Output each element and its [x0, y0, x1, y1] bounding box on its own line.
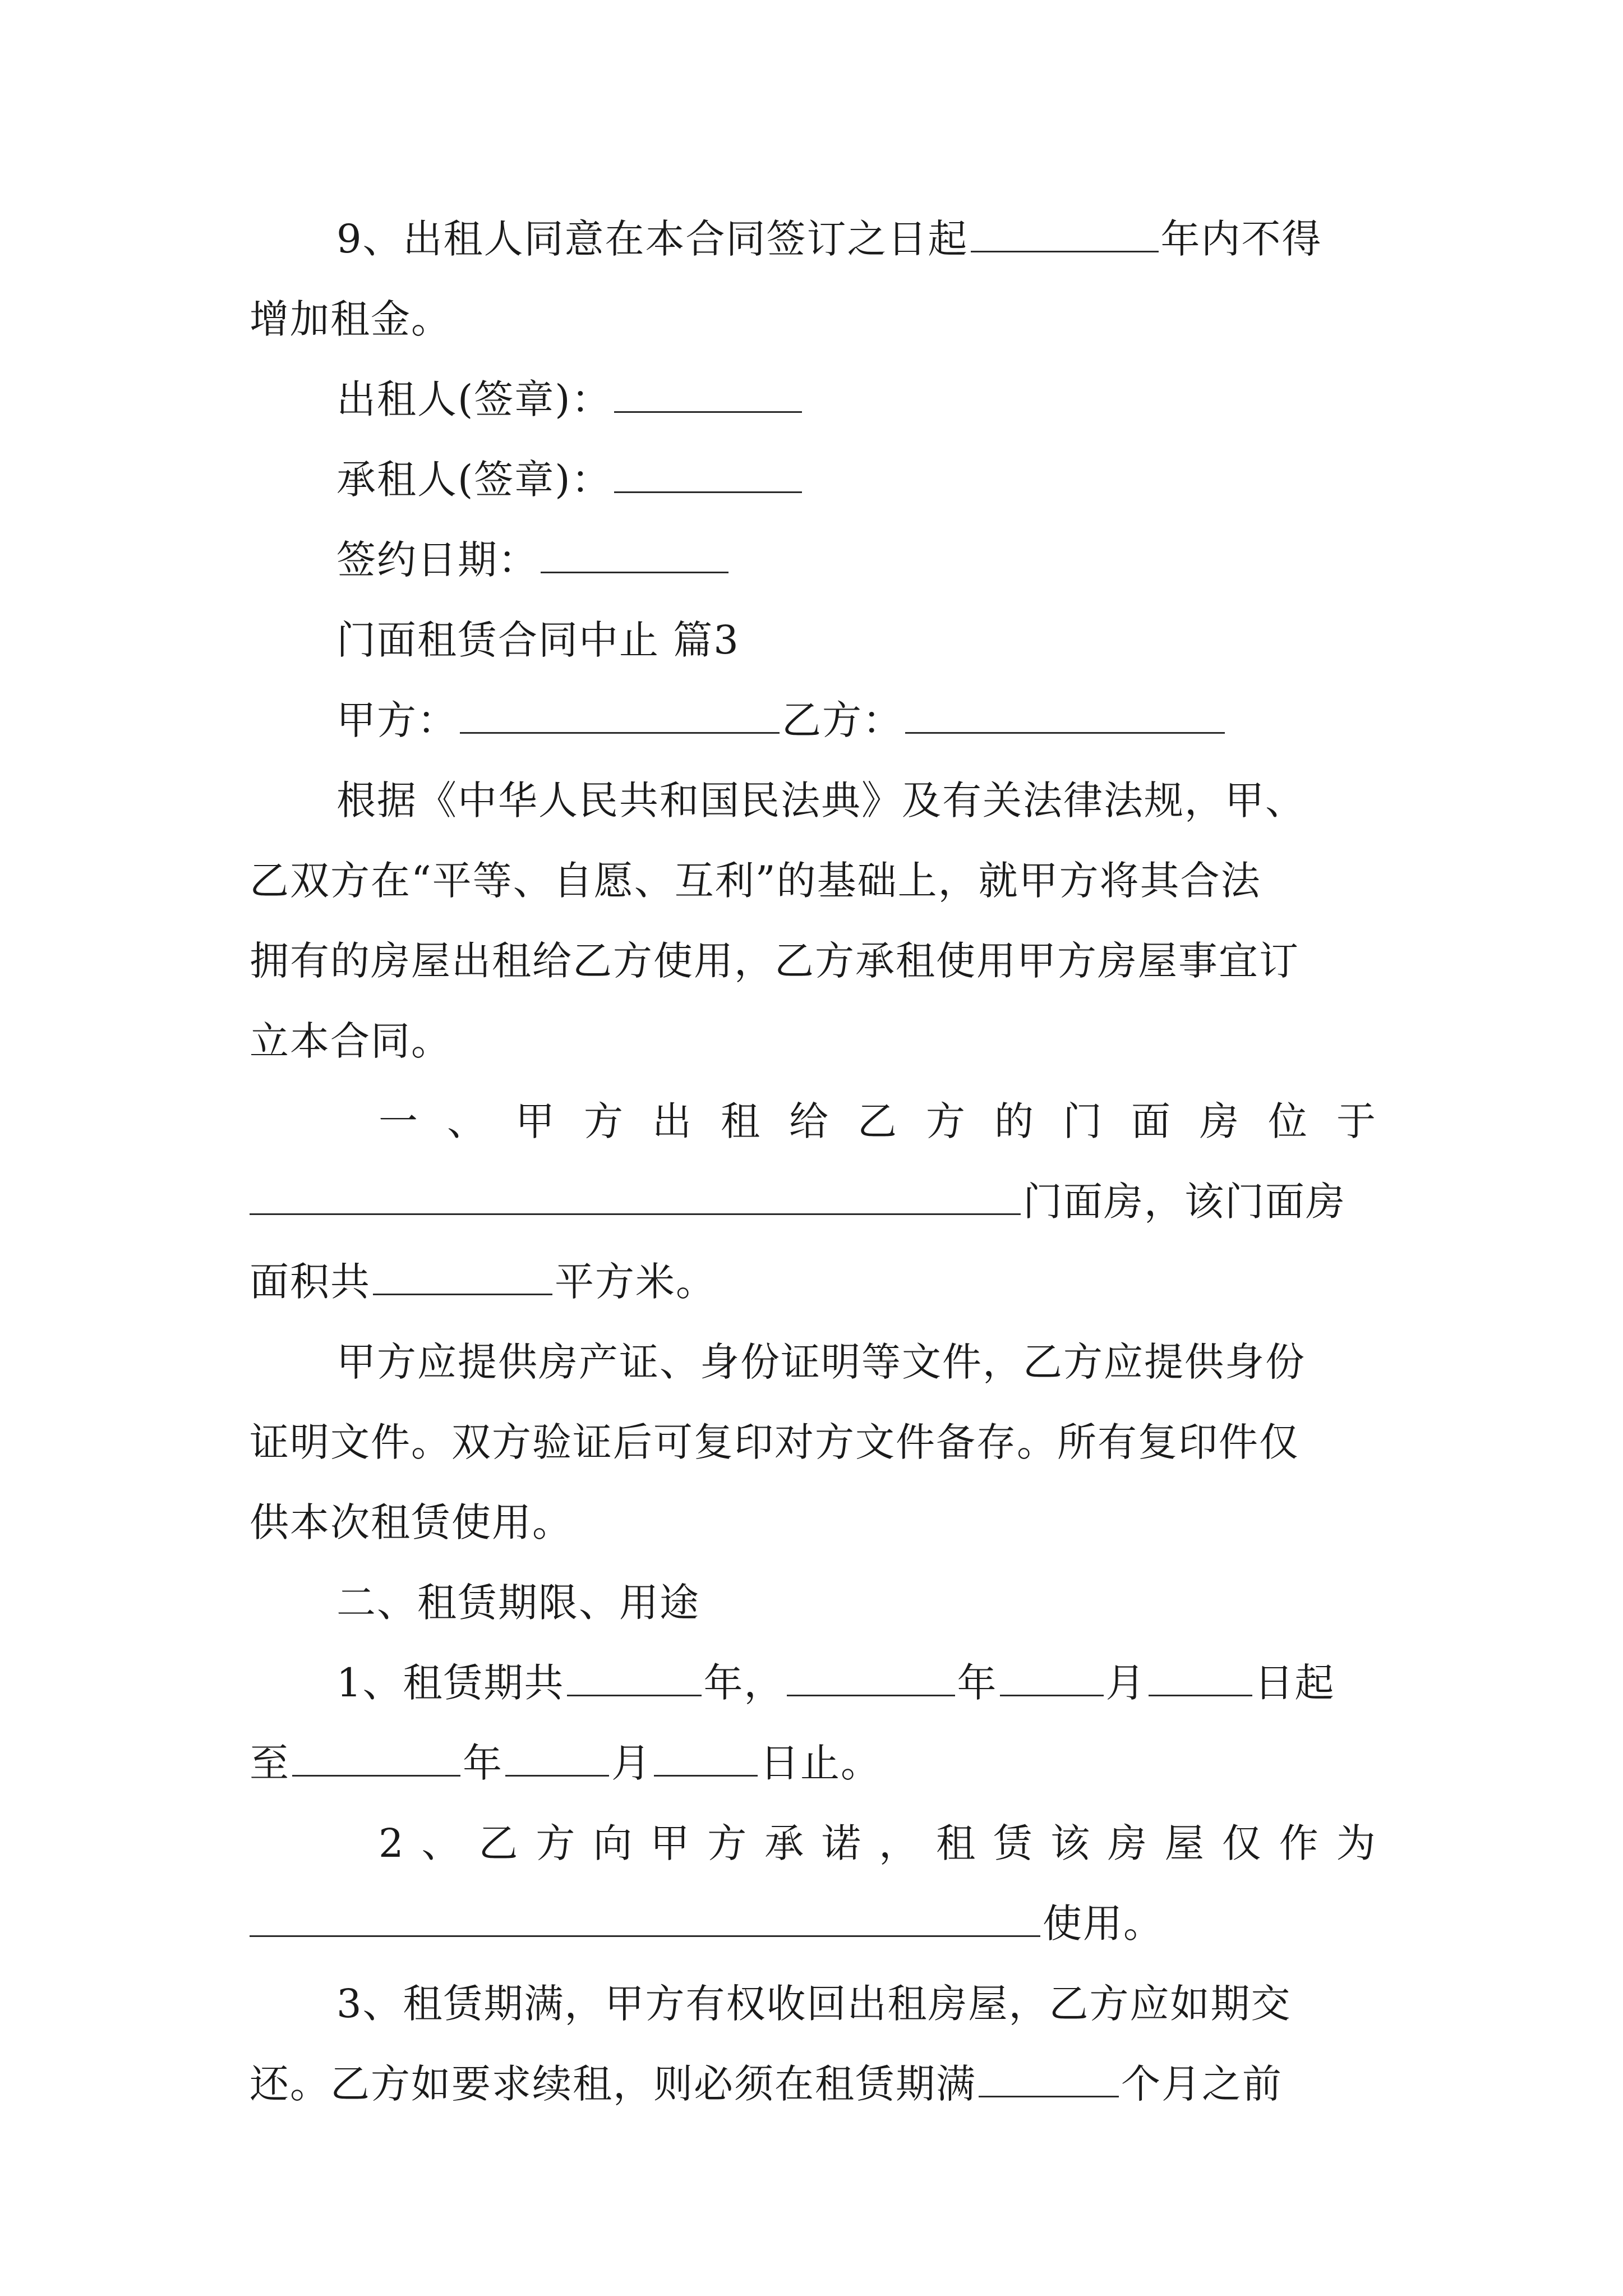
- preamble-text: 拥有的房屋出租给乙方使用，乙方承租使用甲方房屋事宜订: [250, 938, 1299, 984]
- article1-text: 门面房，该门面房: [1023, 1179, 1346, 1225]
- article2-text: 1、租赁期共: [336, 1660, 565, 1706]
- article1-char: 门: [1063, 1098, 1103, 1144]
- blank-field: [614, 459, 802, 493]
- article1-char: 租: [721, 1098, 761, 1144]
- article2-char: 诺: [822, 1820, 863, 1866]
- article2-text: 至: [250, 1740, 290, 1786]
- article1-text: 面积共: [250, 1259, 371, 1305]
- article2-char: 乙: [478, 1820, 519, 1866]
- signing-date-line: [250, 520, 1377, 600]
- article2-char: 方: [536, 1820, 577, 1866]
- article2-item2-line2: [250, 1884, 1377, 1964]
- article1-char: 于: [1336, 1098, 1377, 1144]
- article2-char: 屋: [1164, 1820, 1205, 1866]
- preamble-line: [250, 921, 1377, 1001]
- article2-char: 方: [707, 1820, 748, 1866]
- article2-text: 年，: [703, 1660, 785, 1706]
- blank-field: [292, 1742, 460, 1777]
- article2-char: ，: [879, 1820, 920, 1866]
- article2-char: 承: [764, 1820, 805, 1866]
- article1-char: 一: [379, 1098, 419, 1144]
- blank-field: [1000, 1662, 1104, 1696]
- clause9-line2: [250, 279, 1377, 360]
- party-b-label: 乙方：: [782, 697, 903, 743]
- blank-field: [567, 1662, 702, 1696]
- documents-line: [250, 1483, 1377, 1563]
- preamble-line: [250, 1001, 1377, 1082]
- article1-char: 乙: [857, 1098, 898, 1144]
- blank-field: [971, 218, 1159, 252]
- blank-field: [654, 1742, 758, 1777]
- article2-text: 月: [1105, 1660, 1146, 1706]
- article2-char: 向: [593, 1820, 634, 1866]
- article2-char: 、: [421, 1820, 462, 1866]
- blank-field: [1149, 1662, 1252, 1696]
- article2-text: 年: [957, 1660, 998, 1706]
- blank-field: [614, 379, 802, 413]
- lessee-signature-line: [250, 440, 1377, 520]
- article1-char: 方: [926, 1098, 966, 1144]
- document-body: [250, 199, 1377, 2124]
- documents-text: 证明文件。双方验证后可复印对方文件备存。所有复印件仅: [250, 1419, 1299, 1465]
- article2-text: 使用。: [1043, 1901, 1164, 1947]
- preamble-line: [250, 841, 1377, 921]
- article2-char: 房: [1107, 1820, 1148, 1866]
- blank-field: [250, 1181, 1021, 1215]
- article2-char: 甲: [650, 1820, 691, 1866]
- article2-item1-line1: [250, 1643, 1377, 1723]
- clause9-line1: [250, 199, 1377, 279]
- preamble-text: 立本合同。: [250, 1018, 451, 1064]
- article2-char: 仅: [1221, 1820, 1262, 1866]
- article1-line2: [250, 1162, 1377, 1242]
- article1-char: 方: [584, 1098, 624, 1144]
- party-a-label: 甲方：: [336, 697, 458, 743]
- article2-char: 为: [1336, 1820, 1377, 1866]
- article2-char: 2: [379, 1820, 405, 1866]
- clause9-text: 9、出租人同意在本合同签订之日起: [336, 216, 969, 262]
- article1-line3: [250, 1242, 1377, 1322]
- blank-field: [505, 1742, 609, 1777]
- blank-field: [787, 1662, 955, 1696]
- article2-text: 日起: [1254, 1660, 1335, 1706]
- blank-field: [905, 700, 1225, 734]
- documents-text: 甲方应提供房产证、身份证明等文件，乙方应提供身份: [336, 1339, 1306, 1385]
- lessee-signature-label: 承租人(签章)：: [336, 457, 612, 503]
- article1-char: 出: [652, 1098, 693, 1144]
- article2-heading: [250, 1563, 1377, 1643]
- blank-field: [979, 2063, 1119, 2097]
- article1-char: 位: [1268, 1098, 1308, 1144]
- clause9-text: 年内不得: [1160, 216, 1322, 262]
- preamble-line: [250, 761, 1377, 841]
- article1-char: 甲: [515, 1098, 556, 1144]
- blank-field: [460, 700, 780, 734]
- article2-item1-line2: [250, 1723, 1377, 1803]
- signing-date-label: 签约日期：: [336, 537, 538, 583]
- article2-text: 年: [463, 1740, 503, 1786]
- article2-heading-text: 二、租赁期限、用途: [336, 1580, 700, 1626]
- blank-field: [373, 1261, 552, 1295]
- preamble-text: 根据《中华人民共和国民法典》及有关法律法规，甲、: [336, 777, 1306, 823]
- documents-text: 供本次租赁使用。: [250, 1499, 573, 1545]
- blank-field: [541, 539, 728, 573]
- article2-text: 日止。: [760, 1740, 881, 1786]
- preamble-text: 乙双方在“平等、自愿、互利”的基础上，就甲方将其合法: [250, 858, 1261, 904]
- documents-line: [250, 1402, 1377, 1483]
- article2-item3-line2: [250, 2044, 1377, 2124]
- article2-char: 赁: [993, 1820, 1034, 1866]
- article1-char: 给: [789, 1098, 829, 1144]
- lessor-signature-line: [250, 360, 1377, 440]
- article1-char: 的: [994, 1098, 1035, 1144]
- article2-char: 租: [936, 1820, 977, 1866]
- article2-item3-line1: [250, 1964, 1377, 2044]
- blank-field: [250, 1903, 1040, 1937]
- article1-char: 面: [1131, 1098, 1172, 1144]
- section-title: [250, 600, 1377, 680]
- article1-char: 、: [447, 1098, 487, 1144]
- section-title-text: 门面租赁合同中止 篇3: [336, 617, 740, 663]
- article1-line1: [250, 1082, 1377, 1162]
- article2-text: 3、租赁期满，甲方有权收回出租房屋，乙方应如期交: [336, 1981, 1292, 2027]
- article2-text: 个月之前: [1121, 2061, 1283, 2107]
- documents-line: [250, 1322, 1377, 1402]
- article2-char: 该: [1050, 1820, 1091, 1866]
- parties-line: [250, 680, 1377, 761]
- article1-char: 房: [1200, 1098, 1240, 1144]
- lessor-signature-label: 出租人(签章)：: [336, 376, 612, 422]
- article2-char: 作: [1279, 1820, 1320, 1866]
- clause9-text: 增加租金。: [250, 296, 451, 342]
- article2-text: 月: [611, 1740, 652, 1786]
- article2-text: 还。乙方如要求续租，则必须在租赁期满: [250, 2061, 976, 2107]
- article1-text: 平方米。: [555, 1259, 716, 1305]
- article2-item2-line1: [250, 1803, 1377, 1884]
